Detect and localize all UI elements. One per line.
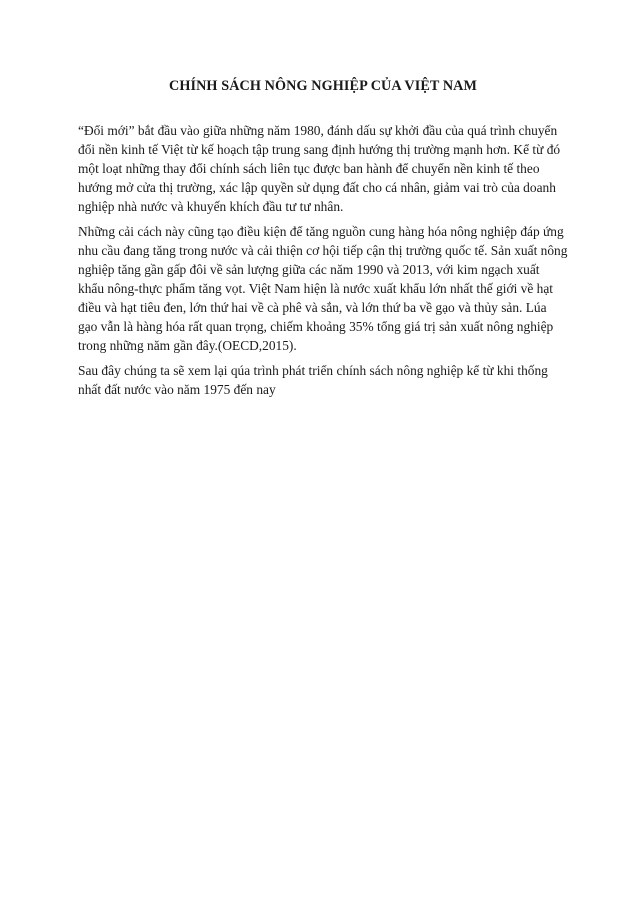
- paragraph-overview: Sau đây chúng ta sẽ xem lại qúa trình phát triển chính sách nông nghiệp kể từ khi thống nhất đất nước vào năm 1975 đến nay: [78, 363, 548, 397]
- paragraph-doi-moi: “Đổi mới” bắt đầu vào giữa những năm 1980, đánh dấu sự khởi đầu của quá trình chuyển đổi nền kinh tế Việt từ kế hoạch tập trung sang định hướng thị trường mạnh hơn. Kể từ đó một loạt những thay đổi chính sách liên tục được ban hành để chuyển nền kinh tế theo hướng mở cửa thị trường, xác lập quyền sử dụng đất cho cá nhân, giảm vai trò của doanh nghiệp nhà nước và khuyến khích đầu tư tư nhân.: [78, 123, 561, 214]
- document-page: [78, 78, 568, 405]
- paragraph-reforms: Những cải cách này cũng tạo điều kiện để tăng nguồn cung hàng hóa nông nghiệp đáp ứng nhu cầu đang tăng trong nước và cải thiện cơ hội tiếp cận thị trường quốc tế. Sản xuất nông nghiệp tăng gần gấp đôi về sản lượng giữa các năm 1990 và 2013, với kim ngạch xuất khẩu nông-thực phẩm tăng vọt. Việt Nam hiện là nước xuất khẩu lớn nhất thế giới về hạt điều và hạt tiêu đen, lớn thứ hai về cà phê và sắn, và lớn thứ ba về gạo và thủy sản. Lúa gạo vẫn là hàng hóa rất quan trọng, chiếm khoảng 35% tổng giá trị sản xuất nông nghiệp trong những năm gần đây.(OECD,2015).: [78, 224, 568, 353]
- document-title: CHÍNH SÁCH NÔNG NGHIỆP CỦA VIỆT NAM: [168, 78, 478, 94]
